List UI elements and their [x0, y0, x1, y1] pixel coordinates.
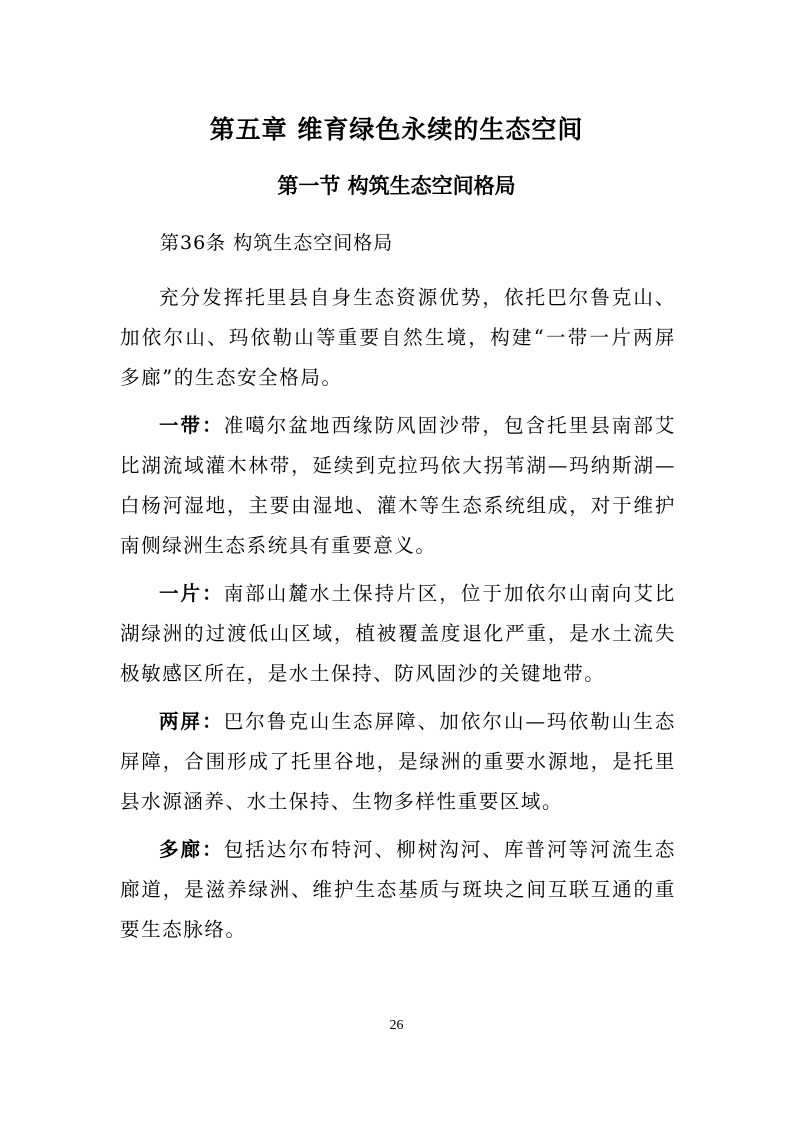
paragraph-lead: 一片：	[159, 582, 224, 605]
article-title: 第36条 构筑生态空间格局	[160, 232, 394, 254]
body-text	[120, 278, 676, 958]
paragraph-text: 包括达尔布特河、柳树沟河、库普河等河流生态廊道，是滋养绿洲、维护生态基质与斑块之间互联互通的重要生态脉络。	[120, 838, 676, 941]
chapter-title: 第五章 维育绿色永续的生态空间	[209, 115, 584, 144]
paragraph-intro	[120, 278, 676, 398]
paragraph-one-zone	[120, 574, 676, 694]
paragraph-text: 充分发挥托里县自身生态资源优势，依托巴尔鲁克山、加依尔山、玛依勒山等重要自然生境，构建“一带一片两屏多廊”的生态安全格局。	[120, 286, 676, 389]
paragraph-lead: 多廊：	[159, 838, 224, 861]
page-number: 26	[389, 1018, 404, 1033]
paragraph-two-barriers	[120, 702, 676, 822]
paragraph-text: 准噶尔盆地西缘防风固沙带，包含托里县南部艾比湖流域灌木林带，延续到克拉玛依大拐苇湖—玛纳斯湖—白杨河湿地，主要由湿地、灌木等生态系统组成，对于维护南侧绿洲生态系统具有重要意义。	[120, 414, 676, 557]
paragraph-multi-corridors	[120, 830, 676, 950]
paragraph-text: 巴尔鲁克山生态屏障、加依尔山—玛依勒山生态屏障，合围形成了托里谷地，是绿洲的重要水源地，是托里县水源涵养、水土保持、生物多样性重要区域。	[120, 710, 676, 813]
paragraph-text: 南部山麓水土保持片区，位于加依尔山南向艾比湖绿洲的过渡低山区域，植被覆盖度退化严重，是水土流失极敏感区所在，是水土保持、防风固沙的关键地带。	[120, 582, 676, 685]
paragraph-lead: 一带：	[159, 414, 224, 437]
section-title: 第一节 构筑生态空间格局	[277, 174, 516, 198]
paragraph-lead: 两屏：	[159, 710, 224, 733]
paragraph-one-belt	[120, 406, 676, 566]
